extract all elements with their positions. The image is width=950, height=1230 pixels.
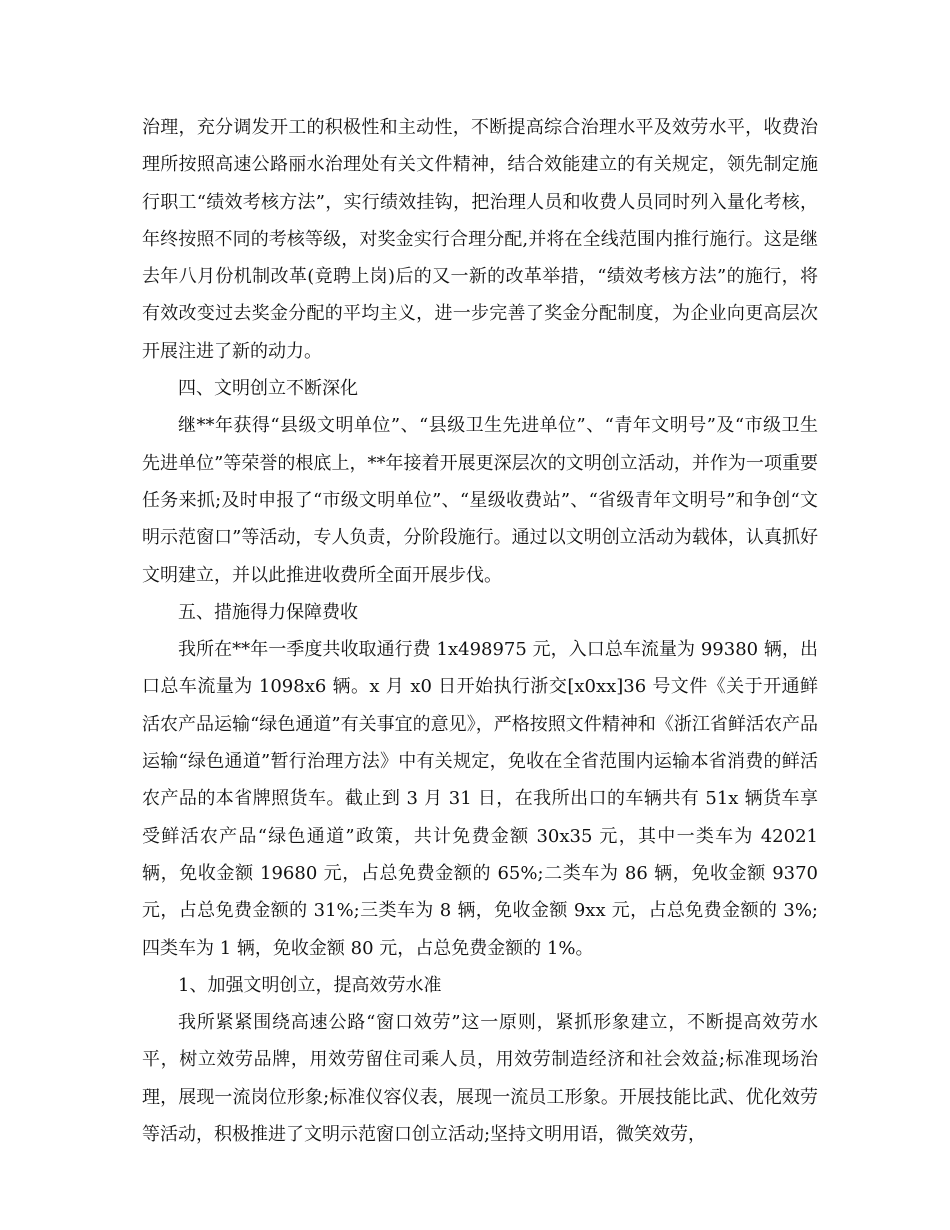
document-body <box>142 109 818 1153</box>
section-heading-civilization: 四、文明创立不断深化 <box>178 378 358 400</box>
paragraph-service-quality: 我所紧紧围绕高速公路“窗口效劳”这一原则，紧抓形象建立，不断提高效劳水平，树立效劳品牌，用效劳留住司乘人员，用效劳制造经济和社会效益;标准现场治理，展现一流岗位形象;标准仪容仪表，展现一流员工形象。开展技能比武、优化效劳等活动，积极推进了文明示范窗口创立活动;坚持文明用语，微笑效劳， <box>142 1012 818 1146</box>
paragraph-governance-performance: 治理，充分调发开工的积极性和主动性，不断提高综合治理水平及效劳水平，收费治理所按照高速公路丽水治理处有关文件精神，结合效能建立的有关规定，领先制定施行职工“绩效考核方法”，实行绩效挂钩，把治理人员和收费人员同时列入量化考核，年终按照不同的考核等级，对奖金实行合理分配,并将在全线范围内推行施行。这是继去年八月份机制改革(竟聘上岗)后的又一新的改革举措，“绩效考核方法”的施行，将有效改变过去奖金分配的平均主义，进一步完善了奖金分配制度，为企业向更高层次开展注进了新的动力。 <box>142 117 818 362</box>
paragraph-civilization-honors: 继**年获得“县级文明单位”、“县级卫生先进单位”、“青年文明号”及“市级卫生先进单位”等荣誉的根底上，**年接着开展更深层次的文明创立活动，并作为一项重要任务来抓;及时申报了“市级文明单位”、“星级收费站”、“省级青年文明号”和争创“文明示范窗口”等活动，专人负责，分阶段施行。通过以文明创立活动为载体，认真抓好文明建立，并以此推进收费所全面开展步伐。 <box>142 415 818 586</box>
subsection-heading-service-standard: 1、加强文明创立，提高效劳水准 <box>178 974 442 996</box>
section-heading-toll-collection: 五、措施得力保障费收 <box>178 601 358 623</box>
paragraph-toll-statistics: 我所在**年一季度共收取通行费 1x498975 元，入口总车流量为 99380 辆，出口总车流量为 1098x6 辆。x 月 x0 日开始执行浙交[x0xx]36 号文件《关于开通鲜活农产品运输“绿色通道”有关事宜的意见》，严格按照文件精神和《浙江省鲜活农产品运输“绿色通道”暂行治理方法》中有关规定，免收在全省范围内运输本省消费的鲜活农产品的本省牌照货车。截止到 3 月 31 日，在我所出口的车辆共有 51x 辆货车享受鲜活农产品“绿色通道”政策，共计免费金额 30x35 元，其中一类车为 42021 辆，免收金额 19680 元，占总免费金额的 65%;二类车为 86 辆，免收金额 9370 元，占总免费金额的 31%;三类车为 8 辆，免收金额 9xx 元，占总免费金额的 3%;四类车为 1 辆，免收金额 80 元，占总免费金额的 1%。 <box>142 639 818 959</box>
